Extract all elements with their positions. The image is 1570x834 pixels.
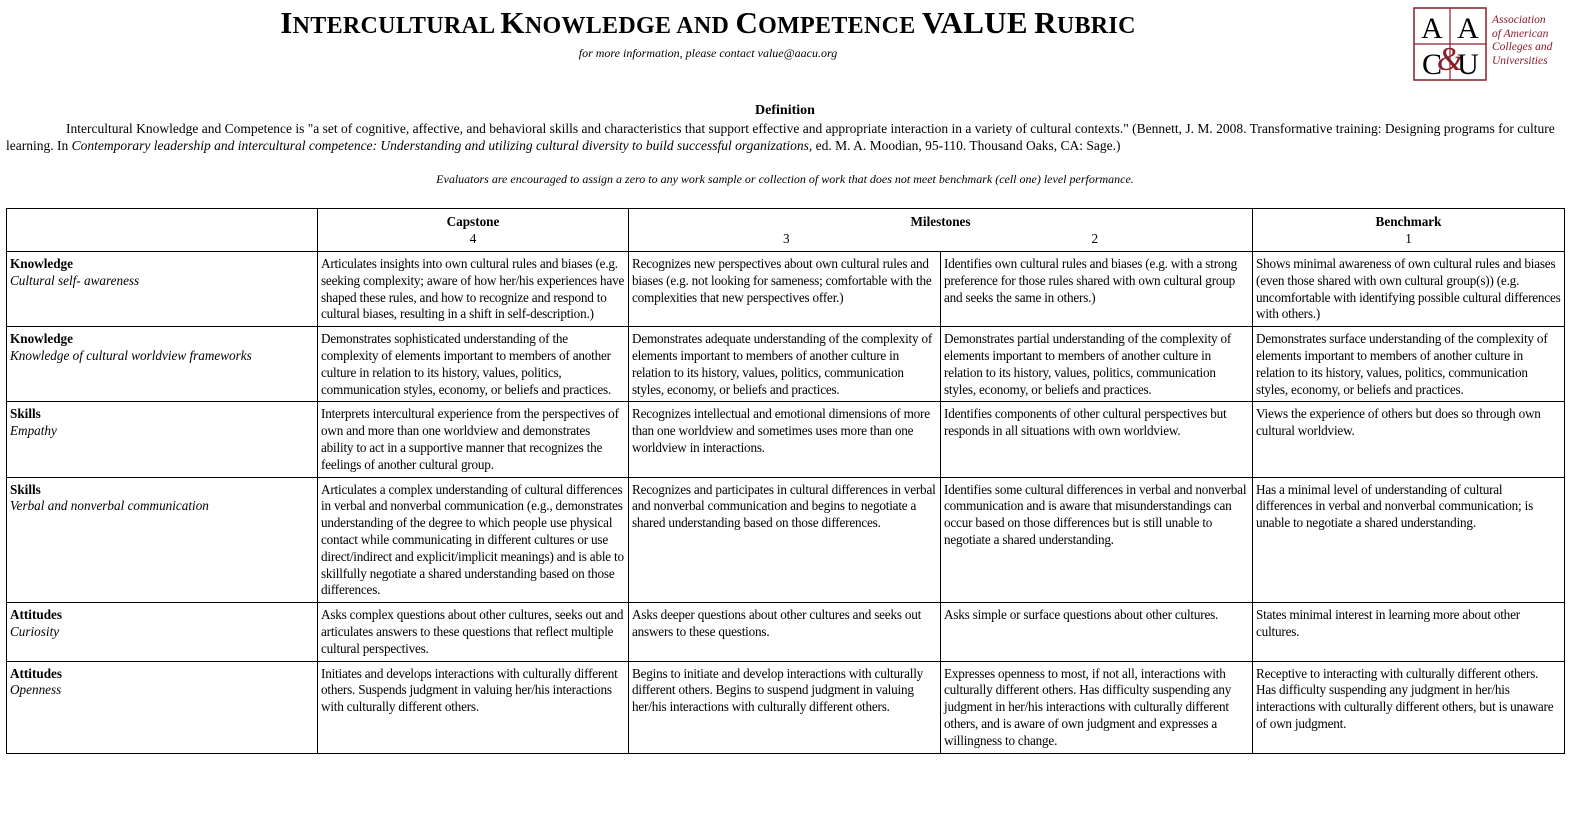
header-criteria — [7, 209, 318, 252]
criterion-cell: Knowledge Knowledge of cultural worldview frameworks — [7, 327, 318, 402]
rubric-cell: Shows minimal awareness of own cultural rules and biases (even those shared with own cultural group(s)) (e.g. uncomfortable with identifying possible cultural differences with others.) — [1253, 252, 1565, 327]
rubric-cell: Identifies own cultural rules and biases (e.g. with a strong preference for those rules shared with own cultural group and seeks the same in others.) — [941, 252, 1253, 327]
rubric-cell: Identifies components of other cultural perspectives but responds in all situations with own worldview. — [941, 402, 1253, 477]
header-capstone: Capstone 4 — [318, 209, 629, 252]
definition-text: Intercultural Knowledge and Competence is "a set of cognitive, affective, and behavioral skills and characteristics that support effective and appropriate interaction in a variety of cultural contexts." (Bennett, J. M. 2008. Transformative training: Designing programs for culture learning. In Contemporary leadership and intercultural competence: Understanding and utilizing cultural diversity to build successful organizations, ed. M. A. Moodian, 95-110. Thousand Oaks, CA: Sage.) — [6, 121, 1555, 153]
title-part: RUBRIC — [1034, 5, 1136, 40]
rubric-cell: Asks deeper questions about other cultures and seeks out answers to these questions. — [629, 603, 941, 661]
table-row — [7, 477, 1565, 603]
milestone-num: 2 — [1091, 230, 1099, 246]
criterion-cell: Skills Empathy — [7, 402, 318, 477]
title-part: KNOWLEDGE AND — [500, 5, 736, 40]
logo-text: Association of American Colleges and Universities — [1492, 14, 1553, 67]
table-row — [7, 327, 1565, 402]
logo-letter: C — [1421, 48, 1443, 81]
rubric-cell: Demonstrates sophisticated understanding of the complexity of elements important to members of another culture in relation to its history, values, politics, communication styles, economy, or beliefs and practices. — [318, 327, 629, 402]
milestone-num: 3 — [782, 230, 790, 246]
rubric-cell: Asks simple or surface questions about other cultures. — [941, 603, 1253, 661]
logo-letter: A — [1457, 12, 1479, 45]
header-milestones: Milestones 3 2 — [629, 209, 1253, 252]
rubric-cell: Has a minimal level of understanding of cultural differences in verbal and nonverbal communication; is unable to negotiate a shared understanding. — [1253, 477, 1565, 603]
table-header-row — [7, 209, 1565, 252]
table-row — [7, 402, 1565, 477]
criterion-cell: Attitudes Openness — [7, 661, 318, 753]
logo-letter: U — [1457, 48, 1479, 81]
rubric-cell: Expresses openness to most, if not all, interactions with culturally different others. Has difficulty suspending any judgment in her/his interactions with culturally different others, and is aware of own judgment and expresses a willingness to change. — [941, 661, 1253, 753]
rubric-cell: Demonstrates surface understanding of the complexity of elements important to members of another culture in relation to its history, values, politics, communication styles, economy, or beliefs and practices. — [1253, 327, 1565, 402]
rubric-cell: Demonstrates partial understanding of the complexity of elements important to members of another culture in relation to its history, values, politics, communication styles, economy, or beliefs and practices. — [941, 327, 1253, 402]
rubric-cell: Recognizes intellectual and emotional dimensions of more than one worldview and sometimes uses more than one worldview in interactions. — [629, 402, 941, 477]
criterion-cell: Attitudes Curiosity — [7, 603, 318, 661]
header-benchmark: Benchmark 1 — [1253, 209, 1565, 252]
rubric-cell: Demonstrates adequate understanding of the complexity of elements important to members of another culture in relation to its history, values, politics, communication styles, economy, or beliefs and practices. — [629, 327, 941, 402]
rubric-cell: Begins to initiate and develop interactions with culturally different others. Begins to suspend judgment in valuing her/his interactions with culturally different others. — [629, 661, 941, 753]
criterion-cell: Skills Verbal and nonverbal communication — [7, 477, 318, 603]
rubric-cell: Identifies some cultural differences in verbal and nonverbal communication and is aware that misunderstandings can occur based on those differences but is still unable to negotiate a shared understanding. — [941, 477, 1253, 603]
rubric-table — [6, 208, 1565, 754]
rubric-cell: States minimal interest in learning more about other cultures. — [1253, 603, 1565, 661]
contact-line: for more information, please contact value@aacu.org — [578, 46, 838, 60]
definition-heading: Definition — [755, 103, 815, 118]
aacu-logo — [1412, 6, 1567, 84]
table-row — [7, 603, 1565, 661]
evaluator-note: Evaluators are encouraged to assign a zero to any work sample or collection of work that does not meet benchmark (cell one) level performance. — [436, 172, 1134, 186]
rubric-cell: Recognizes new perspectives about own cultural rules and biases (e.g. not looking for sameness; comfortable with the complexities that new perspectives offer.) — [629, 252, 941, 327]
title-part: INTERCULTURAL — [280, 5, 501, 40]
rubric-cell: Asks complex questions about other cultures, seeks out and articulates answers to these questions that reflect multiple cultural perspectives. — [318, 603, 629, 661]
title-part: VALUE — [921, 5, 1028, 40]
rubric-cell: Recognizes and participates in cultural differences in verbal and nonverbal communication and begins to negotiate a shared understanding based on those differences. — [629, 477, 941, 603]
table-row — [7, 252, 1565, 327]
criterion-cell: Knowledge Cultural self- awareness — [7, 252, 318, 327]
page-title — [0, 6, 1416, 43]
table-row — [7, 661, 1565, 753]
logo-letter: & — [1436, 41, 1464, 78]
title-part: COMPETENCE — [735, 5, 922, 40]
rubric-cell: Views the experience of others but does so through own cultural worldview. — [1253, 402, 1565, 477]
rubric-cell: Receptive to interacting with culturally different others. Has difficulty suspending any judgment in her/his interactions with culturally different others, but is unaware of own judgment. — [1253, 661, 1565, 753]
rubric-cell: Initiates and develops interactions with culturally different others. Suspends judgment in valuing her/his interactions with culturally different others. — [318, 661, 629, 753]
rubric-cell: Articulates insights into own cultural rules and biases (e.g. seeking complexity; aware of how her/his experiences have shaped these rules, and how to recognize and respond to cultural biases, resulting in a shift in self-description.) — [318, 252, 629, 327]
logo-letter: A — [1421, 12, 1443, 45]
rubric-cell: Interprets intercultural experience from the perspectives of own and more than one worldview and demonstrates ability to act in a supportive manner that recognizes the feelings of another cultural group. — [318, 402, 629, 477]
aacu-logo-mark — [1412, 6, 1488, 82]
rubric-cell: Articulates a complex understanding of cultural differences in verbal and nonverbal communication (e.g., demonstrates understanding of the degree to which people use physical contact while communicating in different cultures or use direct/indirect and explicit/implicit meanings) and is able to skillfully negotiate a shared understanding based on those differences. — [318, 477, 629, 603]
